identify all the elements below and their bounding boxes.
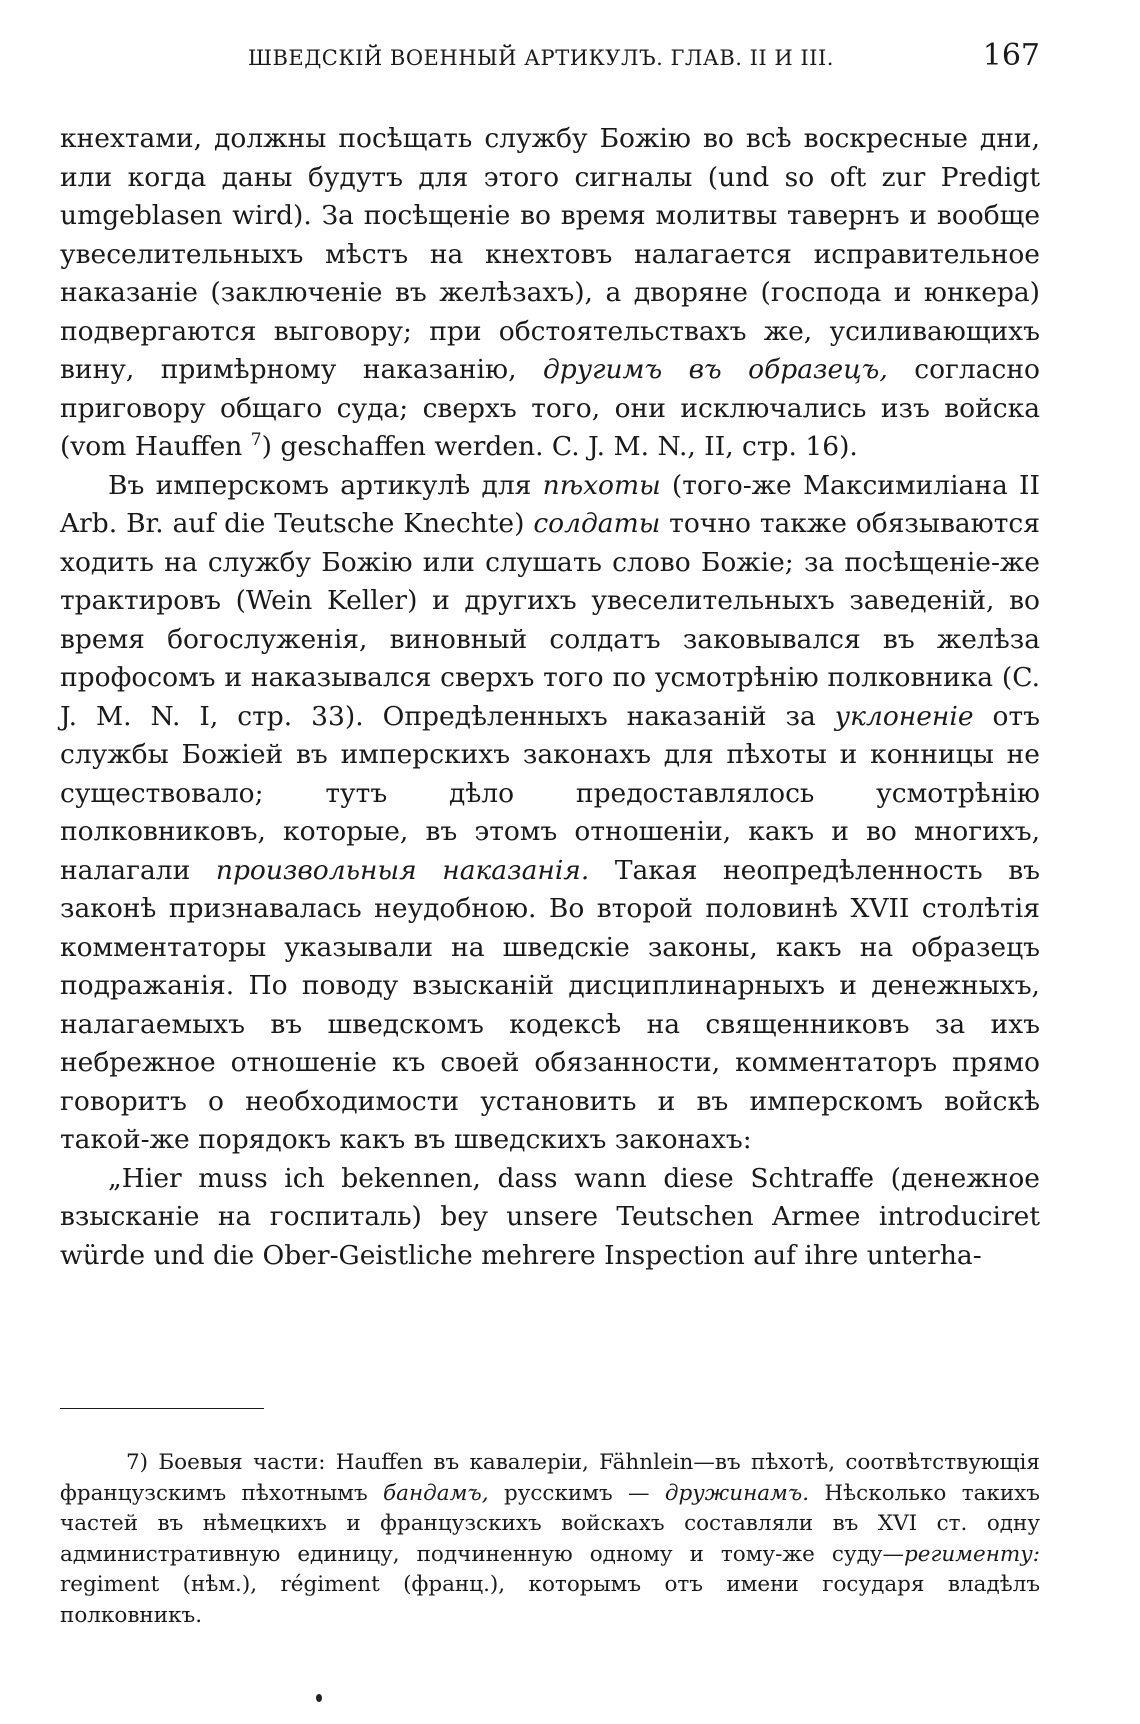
paragraph-1-text-3: ) geschaffen werden. C. J. M. N., II, стр. 16).	[261, 431, 858, 462]
paragraph-3-quote	[60, 1160, 1040, 1276]
running-header	[60, 38, 1040, 78]
paragraph-2-text-5: Такая неопредѣленность въ законѣ признавалась неудобною. Во второй половинѣ XVII столѣтія комментаторы указывали на шведскіе законы, какъ на образецъ подражанія. По поводу взысканій дисциплинарныхъ и денежныхъ, налагаемыхъ въ шведскомъ кодексѣ на священниковъ за ихъ небрежное отношеніе къ своей обязанности, комментаторъ прямо говоритъ о необходимости установить и въ имперскомъ войскѣ такой-же порядокъ какъ въ шведскихъ законахъ:	[60, 854, 1040, 1155]
page-number: 167	[982, 38, 1040, 73]
paragraph-2-italic-4: произвольныя наказанія.	[215, 854, 590, 886]
footnote	[60, 1448, 1040, 1631]
footnote-italic-3: регименту:	[903, 1541, 1040, 1567]
paragraph-2	[60, 467, 1040, 1160]
footnote-reference: 7	[250, 430, 262, 451]
paragraph-2-italic-1: пѣхоты	[542, 469, 661, 501]
main-text	[60, 120, 1040, 1275]
paragraph-1-italic-1: другимъ въ образецъ,	[542, 354, 888, 385]
footnote-text-3: Нѣсколько такихъ частей въ нѣмецкихъ и французскихъ войскахъ составляли въ XVI ст. одну административную единицу, подчиненную одному и тому-же суду—	[60, 1480, 1040, 1567]
paragraph-2-italic-3: уклоненіе	[834, 700, 974, 732]
footnote-italic-2: дружинамъ.	[664, 1480, 810, 1506]
paragraph-2-text-4: отъ службы Божіей въ имперскихъ законахъ для пѣхоты и конницы не существовало; тутъ дѣло предоставлялось усмотрѣнію полковниковъ, которые, въ этомъ отношеніи, какъ и во многихъ, налагали	[60, 700, 1040, 886]
footnote-text-1: Боевыя части: Hauffen въ кавалеріи, Fähnlein—въ пѣхотѣ, соотвѣтствующія французскимъ пѣхотнымъ	[60, 1450, 1040, 1506]
footnote-text-4: regiment (нѣм.), régiment (франц.), которымъ отъ имени государя владѣлъ полковникъ.	[60, 1572, 1040, 1628]
footnote-divider	[60, 1408, 264, 1409]
footnote-marker: 7)	[126, 1450, 149, 1475]
paragraph-2-text-2: (того-же Максимиліана II Arb. Br. auf die Teutsche Knechte)	[60, 469, 1040, 539]
ink-speck	[316, 1694, 322, 1702]
paragraph-3-text-1: „Hier muss ich bekennen, dass wann diese Schtraffe (денежное взысканіе на госпиталь) bey unsere Teutschen Armee introduciret würde und die Ober-Geistliche mehrere Inspection auf ihre unterha-	[60, 1162, 1040, 1271]
paragraph-2-text-3: точно также обязываются ходить на службу Божію или слушать слово Божіе; за посѣщеніе-же трактировъ (Wein Keller) и другихъ увеселительныхъ заведеній, во время богослуженія, виновный солдатъ заковывался въ желѣза профосомъ и наказывался сверхъ того по усмотрѣнію полковника (C. J. M. N. I, стр. 33). Опредѣленныхъ наказаній за	[60, 508, 1040, 732]
paragraph-1-text-2: согласно приговору общаго суда; сверхъ того, они исключались изъ войска (vom Hauffen	[60, 354, 1040, 462]
running-title: ШВЕДСКІЙ ВОЕННЫЙ АРТИКУЛЪ. ГЛАВ. II И III.	[248, 46, 834, 70]
footnote-italic-1: бандамъ,	[383, 1480, 489, 1506]
footnote-text-2: русскимъ —	[488, 1480, 665, 1506]
paragraph-2-text-1: Въ имперскомъ артикулѣ для	[108, 469, 543, 501]
paragraph-1-text-1: кнехтами, должны посѣщать службу Божію во всѣ воскресные дни, или когда даны будутъ для этого сигналы (und so oft zur Predigt umgeblasen wird). За посѣщеніе во время молитвы тавернъ и вообще увеселительныхъ мѣстъ на кнехтовъ налагается исправительное наказаніе (заключеніе въ желѣзахъ), а дворяне (господа и юнкера) подвергаются выговору; при обстоятельствахъ же, усиливающихъ вину, примѣрному наказанію,	[60, 123, 1040, 385]
paragraph-2-italic-2: солдаты	[533, 508, 661, 539]
paragraph-1	[60, 120, 1040, 467]
